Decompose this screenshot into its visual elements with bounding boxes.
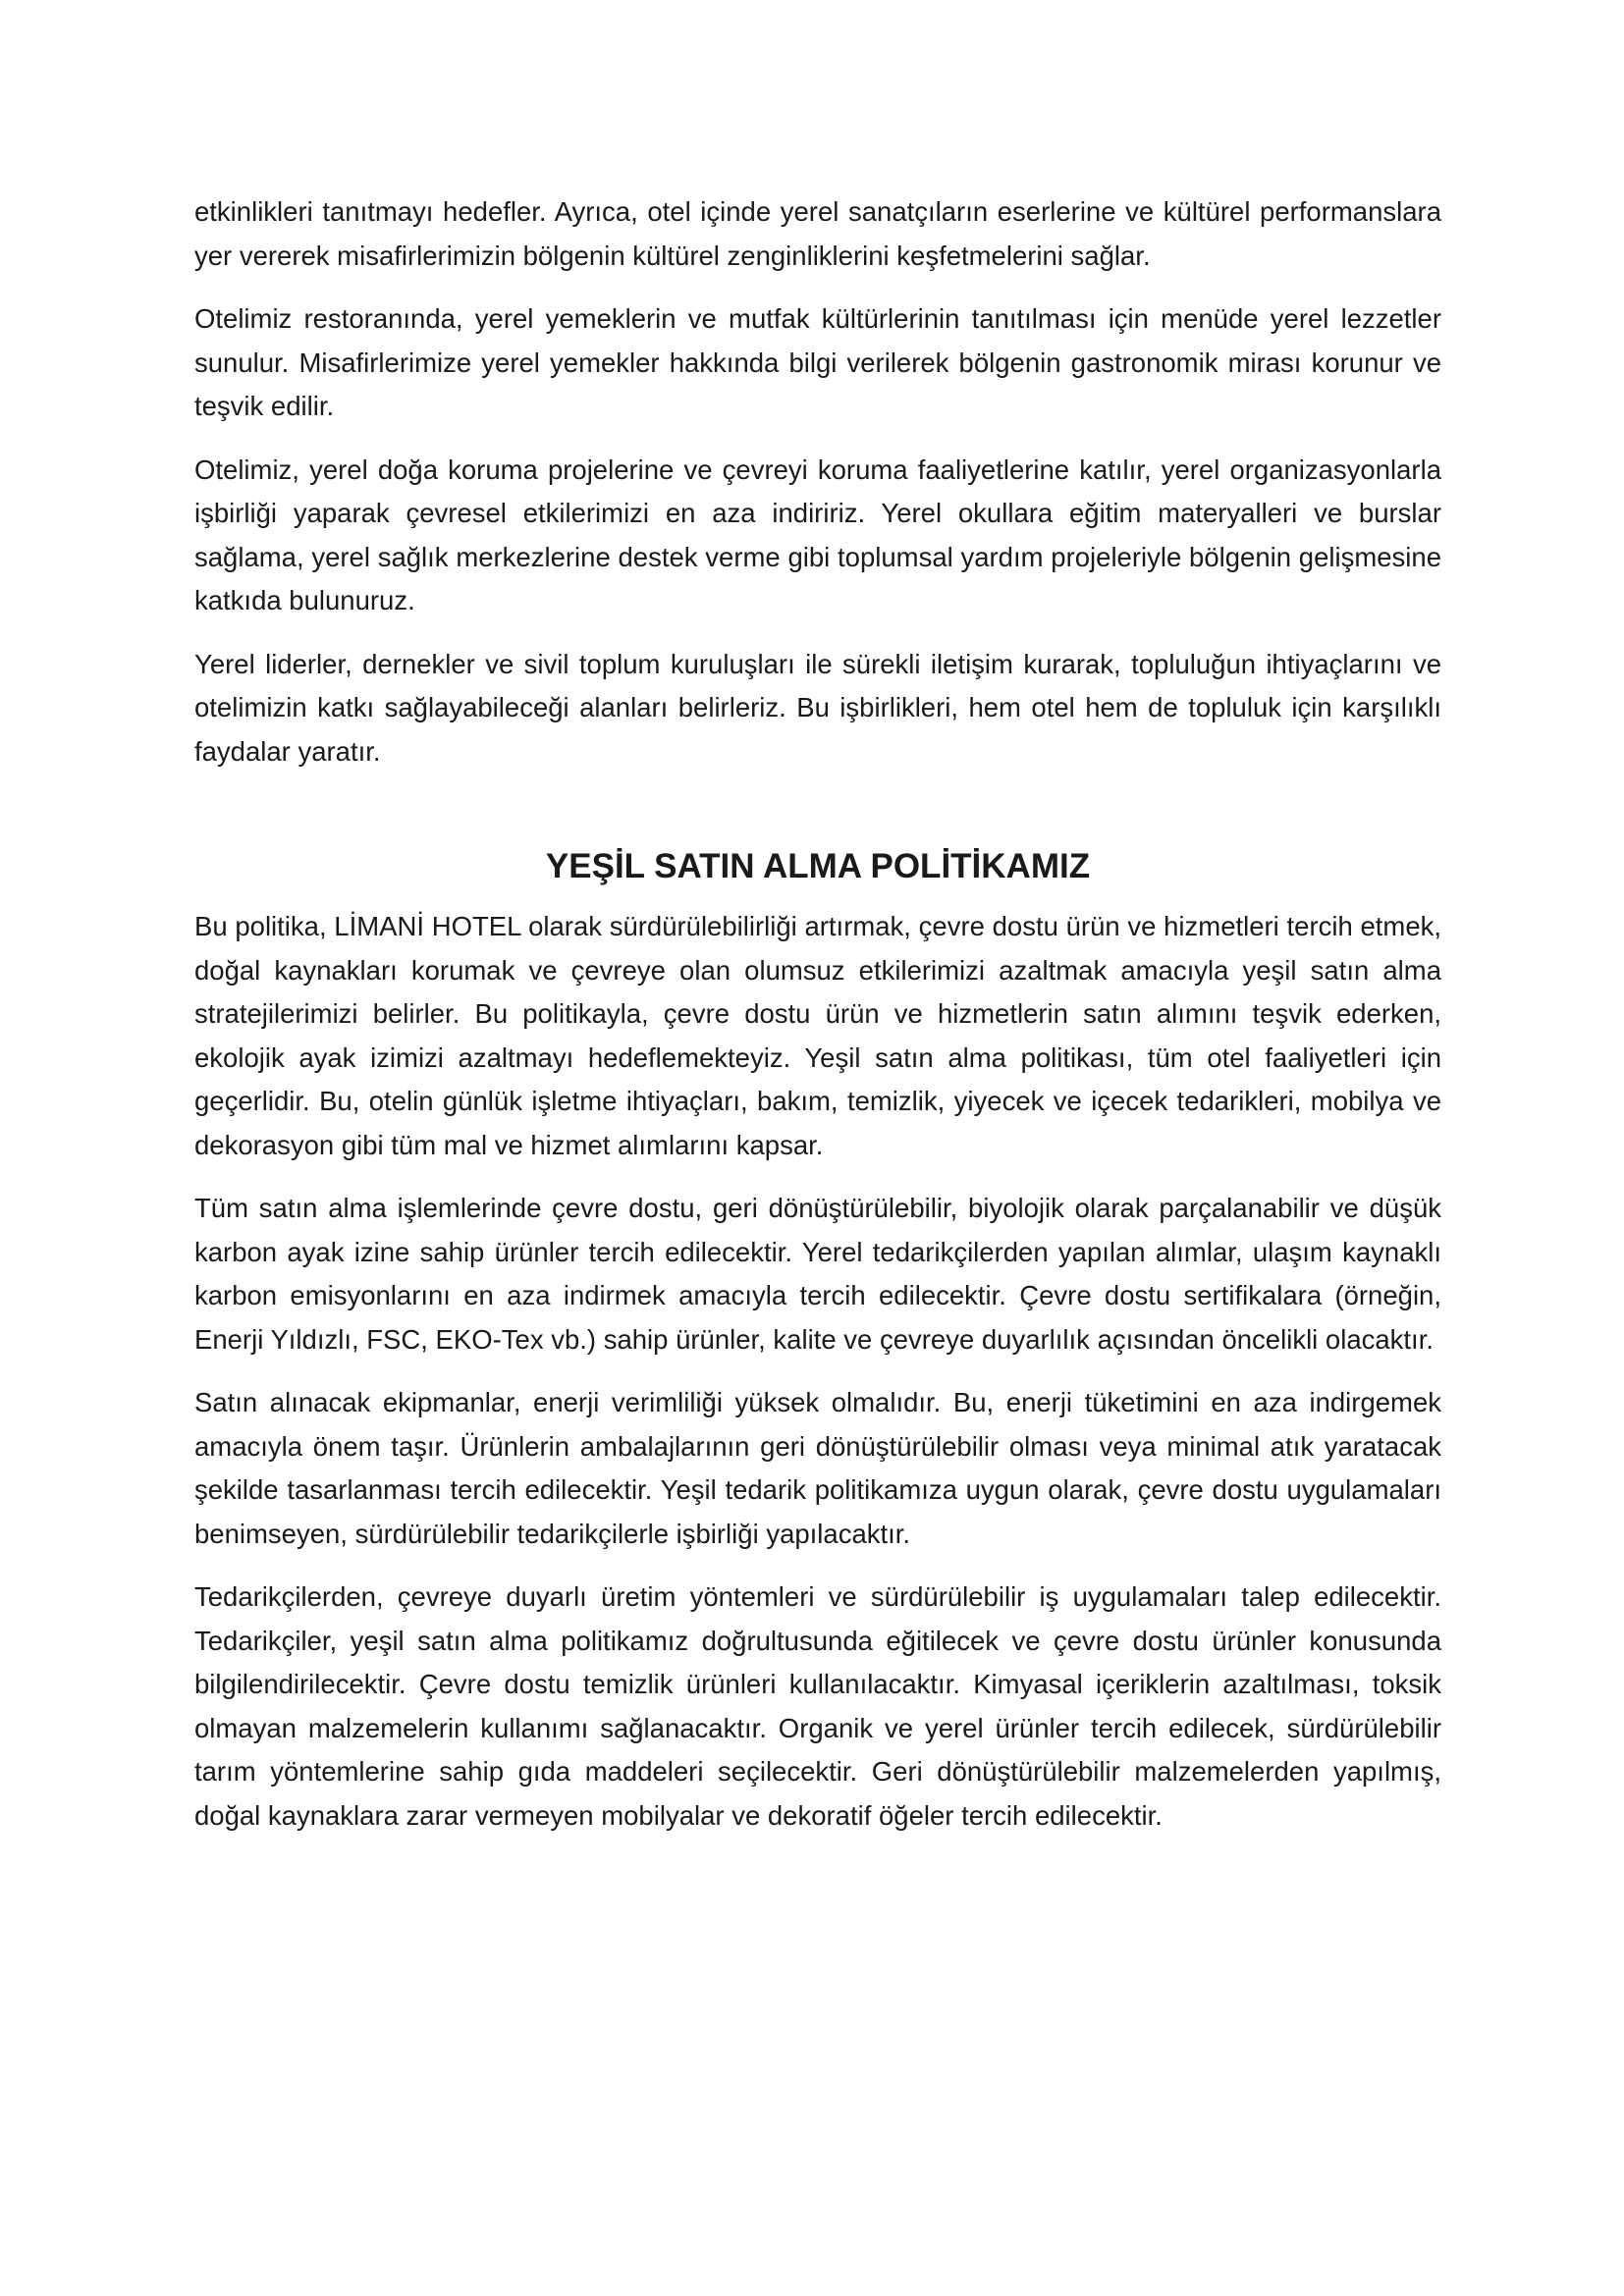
section-paragraph: Tedarikçilerden, çevreye duyarlı üretim yöntemleri ve sürdürülebilir iş uygulamaları talep edilecektir. Tedarikçiler, yeşil satın alma politikamız doğrultusunda eğitilecek ve çevre dostu ürünler konusunda bilgilendirilecektir. Çevre dostu temizlik ürünleri kullanılacaktır. Kimyasal içeriklerin azaltılması, toksik olmayan malzemelerin kullanımı sağlanacaktır. Organik ve yerel ürünler tercih edilecek, sürdürülebilir tarım yöntemlerine sahip gıda maddeleri seçilecektir. Geri dönüştürülebilir malzemelerden yapılmış, doğal kaynaklara zarar vermeyen mobilyalar ve dekoratif öğeler tercih edilecektir. <box>194 1581 1441 1831</box>
section-paragraph: Bu politika, LİMANİ HOTEL olarak sürdürülebilirliği artırmak, çevre dostu ürün ve hizmetleri tercih etmek, doğal kaynakları korumak ve çevreye olan olumsuz etkilerimizi azaltmak amacıyla yeşil satın alma stratejilerimizi belirler. Bu politikayla, çevre dostu ürün ve hizmetlerin satın alımını teşvik ederken, ekolojik ayak izimizi azaltmayı hedeflemekteyiz. Yeşil satın alma politikası, tüm otel faaliyetleri için geçerlidir. Bu, otelin günlük işletme ihtiyaçları, bakım, temizlik, yiyecek ve içecek tedarikleri, mobilya ve dekorasyon gibi tüm mal ve hizmet alımlarını kapsar. <box>194 911 1441 1160</box>
section-paragraph: Tüm satın alma işlemlerinde çevre dostu, geri dönüştürülebilir, biyolojik olarak parçalanabilir ve düşük karbon ayak izine sahip ürünler tercih edilecektir. Yerel tedarikçilerden yapılan alımlar, ulaşım kaynaklı karbon emisyonlarını en aza indirmek amacıyla tercih edilecektir. Çevre dostu sertifikalara (örneğin, Enerji Yıldızlı, FSC, EKO-Tex vb.) sahip ürünler, kalite ve çevreye duyarlılık açısından öncelikli olacaktır. <box>194 1193 1441 1355</box>
intro-paragraph: etkinlikleri tanıtmayı hedefler. Ayrıca, otel içinde yerel sanatçıların eserlerine ve kültürel performanslara yer vererek misafirlerimizin bölgenin kültürel zenginliklerini keşfetmelerini sağlar. <box>194 196 1441 271</box>
intro-paragraph: Otelimiz, yerel doğa koruma projelerine ve çevreyi koruma faaliyetlerine katılır, yerel organizasyonlarla işbirliği yaparak çevresel etkilerimizi en aza indiririz. Yerel okullara eğitim materyalleri ve burslar sağlama, yerel sağlık merkezlerine destek verme gibi toplumsal yardım projeleriyle bölgenin gelişmesine katkıda bulunuruz. <box>194 454 1441 615</box>
document-page <box>194 190 1441 1857</box>
intro-paragraph: Otelimiz restoranında, yerel yemeklerin ve mutfak kültürlerinin tanıtılması için menüde yerel lezzetler sunulur. Misafirlerimize yerel yemekler hakkında bilgi verilerek bölgenin gastronomik mirası korunur ve teşvik edilir. <box>194 303 1441 421</box>
section-paragraph: Satın alınacak ekipmanlar, enerji verimliliği yüksek olmalıdır. Bu, enerji tüketimini en aza indirgemek amacıyla önem taşır. Ürünlerin ambalajlarının geri dönüştürülebilir olması veya minimal atık yaratacak şekilde tasarlanması tercih edilecektir. Yeşil tedarik politikamıza uygun olarak, çevre dostu uygulamaları benimseyen, sürdürülebilir tedarikçilerle işbirliği yapılacaktır. <box>194 1387 1441 1549</box>
intro-paragraph: Yerel liderler, dernekler ve sivil toplum kuruluşları ile sürekli iletişim kurarak, topluluğun ihtiyaçlarını ve otelimizin katkı sağlayabileceği alanları belirleriz. Bu işbirlikleri, hem otel hem de topluluk için karşılıklı faydalar yaratır. <box>194 648 1441 767</box>
section-heading: YEŞİL SATIN ALMA POLİTİKAMIZ <box>545 847 1091 885</box>
